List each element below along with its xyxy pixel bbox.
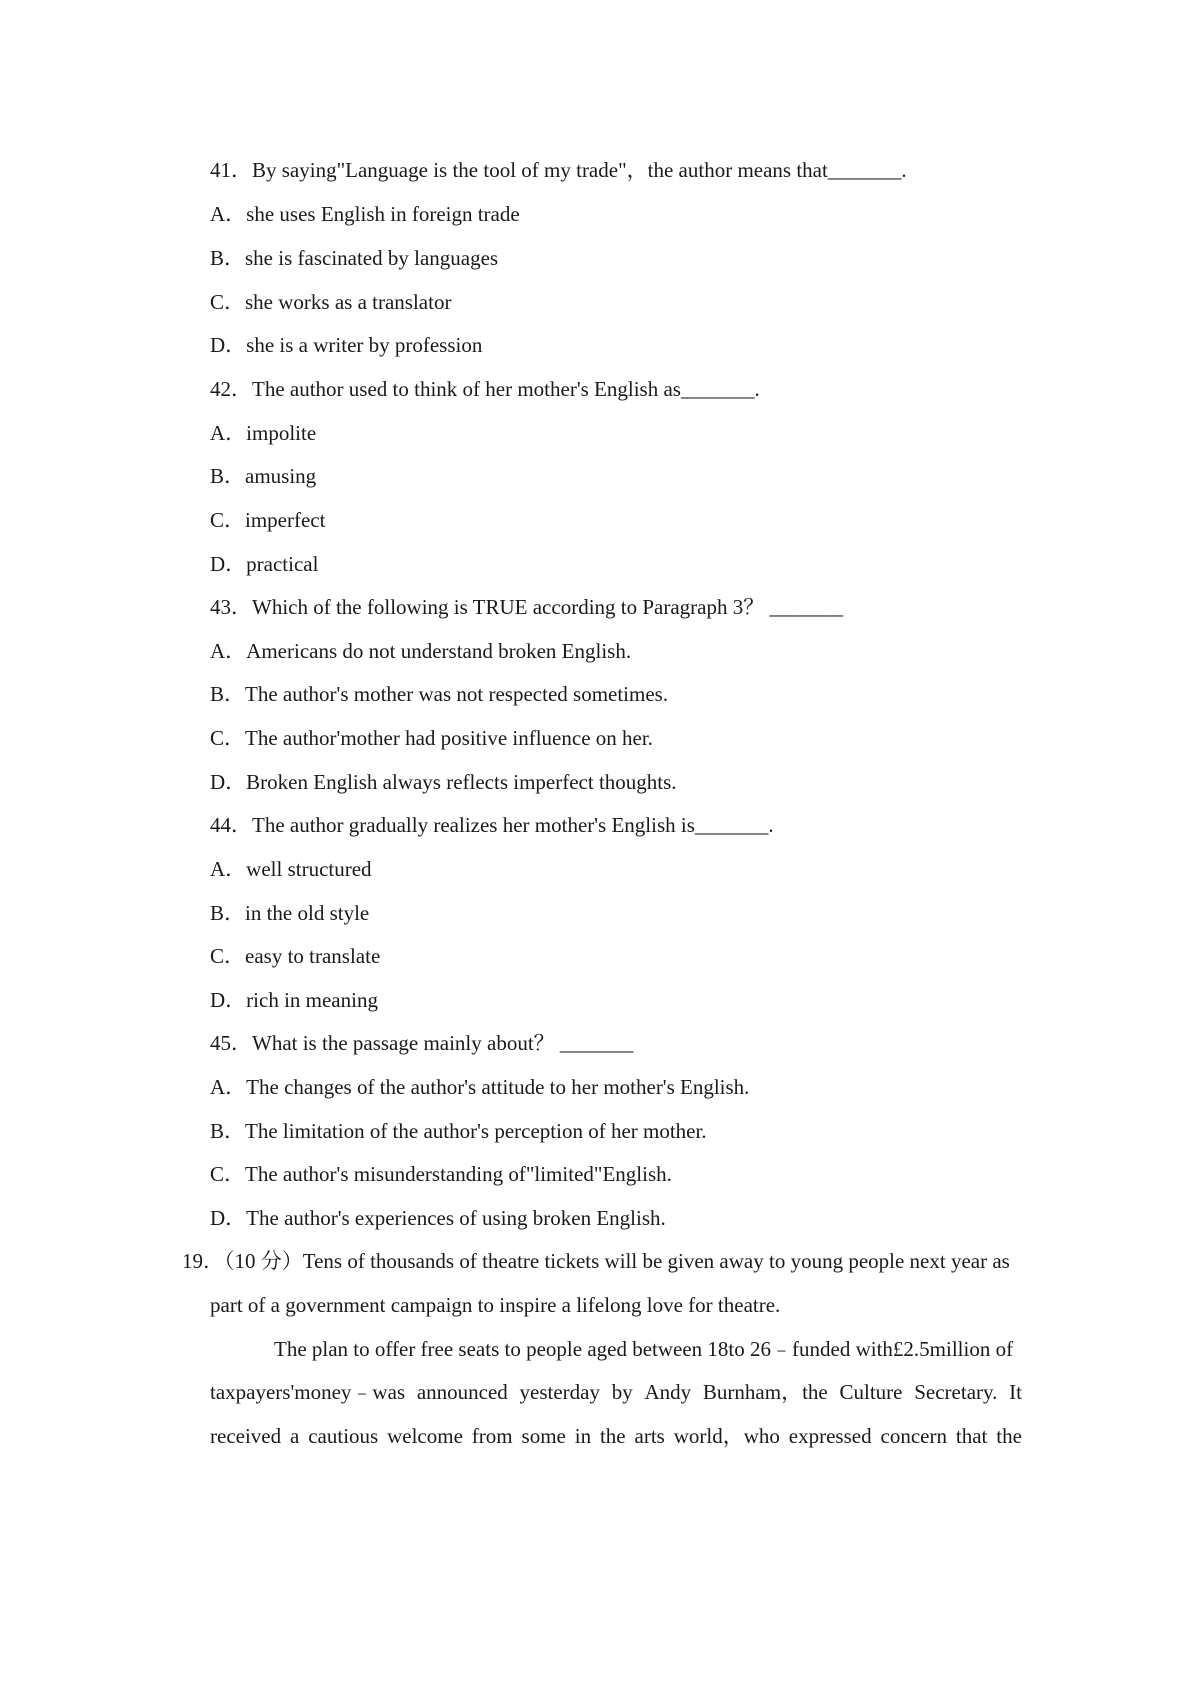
question-41-stem: 41．By saying"Language is the tool of my trade"，the author means that_______.	[210, 158, 907, 182]
question-41-option-b: B．she is fascinated by languages	[210, 246, 499, 270]
question-41-option-a: A．she uses English in foreign trade	[210, 202, 520, 226]
question-42-option-c: C．imperfect	[210, 508, 326, 532]
question-45-option-b: B．The limitation of the author's perception of her mother.	[210, 1119, 707, 1143]
question-41-option-d: D．she is a writer by profession	[210, 333, 483, 357]
passage-word: from	[471, 1424, 513, 1448]
passage-word: taxpayers'money﹣was	[210, 1380, 406, 1404]
passage-word: yesterday	[519, 1380, 600, 1404]
question-41-option-c: C．she works as a translator	[210, 290, 452, 314]
passage-word: a	[290, 1424, 300, 1448]
question-43-option-d: D．Broken English always reflects imperfect thoughts.	[210, 770, 677, 794]
question-45-option-d: D．The author's experiences of using broken English.	[210, 1206, 666, 1230]
passage-word: announced	[416, 1380, 508, 1404]
passage-word: the	[599, 1424, 626, 1448]
passage-word: the	[996, 1424, 1022, 1448]
passage-word: welcome	[387, 1424, 463, 1448]
question-43-option-a: A．Americans do not understand broken English.	[210, 639, 632, 663]
passage-word: in	[574, 1424, 592, 1448]
question-43-option-b: B．The author's mother was not respected sometimes.	[210, 682, 669, 706]
passage-word: that	[955, 1424, 988, 1448]
passage-word: by	[611, 1380, 633, 1404]
question-44-option-d: D．rich in meaning	[210, 988, 378, 1012]
question-44-option-b: B．in the old style	[210, 901, 370, 925]
question-43-stem: 43．Which of the following is TRUE according to Paragraph 3？ _______	[210, 595, 843, 619]
passage-word: Andy	[644, 1380, 692, 1404]
passage-word: received	[210, 1424, 282, 1448]
passage-word: cautious	[308, 1424, 379, 1448]
question-45-stem: 45．What is the passage mainly about？ _______	[210, 1031, 634, 1055]
question-42-option-b: B．amusing	[210, 464, 317, 488]
question-44-option-a: A．well structured	[210, 857, 372, 881]
question-45-option-a: A．The changes of the author's attitude to her mother's English.	[210, 1075, 750, 1099]
passage-line-1: The plan to offer free seats to people aged between 18to 26﹣funded with£2.5million of	[274, 1337, 1014, 1361]
question-45-option-c: C．The author's misunderstanding of"limited"English.	[210, 1162, 672, 1186]
passage-word: It	[1009, 1380, 1022, 1404]
passage-word: Secretary.	[914, 1380, 998, 1404]
passage-word: arts	[634, 1424, 665, 1448]
question-44-option-c: C．easy to translate	[210, 944, 381, 968]
passage-line-2	[210, 1378, 1022, 1406]
question-42-stem: 42．The author used to think of her mother's English as_______.	[210, 377, 760, 401]
question-42-option-a: A．impolite	[210, 421, 317, 445]
question-43-option-c: C．The author'mother had positive influence on her.	[210, 726, 653, 750]
passage-word: some	[521, 1424, 566, 1448]
passage-line-3	[210, 1422, 1022, 1450]
question-44-stem: 44．The author gradually realizes her mother's English is_______.	[210, 813, 774, 837]
passage-word: world，who	[673, 1424, 780, 1448]
passage-word: Burnham，the	[702, 1380, 828, 1404]
passage-word: expressed	[788, 1424, 872, 1448]
question-42-option-d: D．practical	[210, 552, 319, 576]
problem-19-heading: 19．（10 分）Tens of thousands of theatre tickets will be given away to young people next year as	[182, 1249, 1010, 1273]
passage-word: concern	[880, 1424, 947, 1448]
passage-word: Culture	[839, 1380, 903, 1404]
problem-19-line-2: part of a government campaign to inspire a lifelong love for theatre.	[210, 1293, 781, 1317]
